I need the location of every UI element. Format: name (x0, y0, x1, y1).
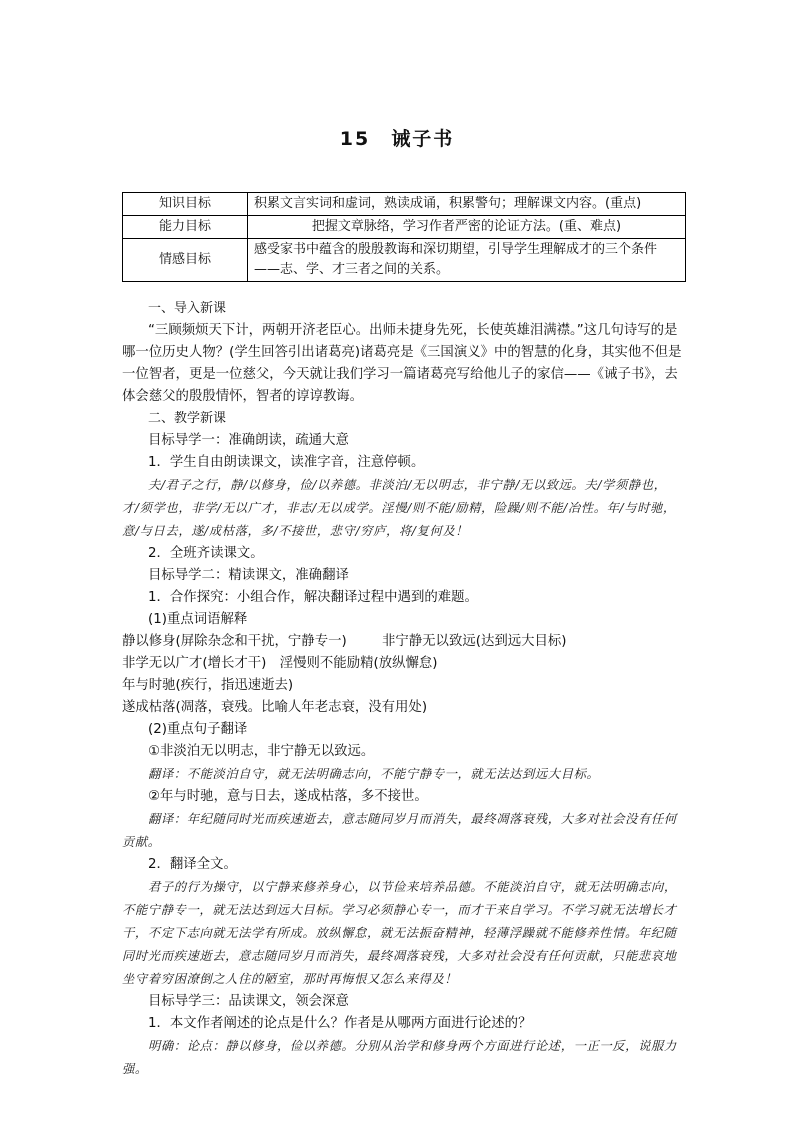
word-row (122, 653, 682, 675)
word-item: 非学无以广才(增长才干) (122, 656, 267, 671)
goal-heading: 目标导学一：准确朗读，疏通大意 (148, 433, 349, 448)
section-heading: 二、教学新课 (148, 411, 227, 426)
answer-text: 明确：论点：静以修身，俭以养德。分别从治学和修身两个方面进行论述，一正一反，说服力强。 (122, 1039, 677, 1076)
sentence-item: ②年与时驰，意与日去，遂成枯落，多不接世。 (148, 789, 428, 804)
goal-text: 感受家书中蕴含的殷殷教诲和深切期望，引导学生理解成才的三个条件——志、学、才三者之间的关系。 (248, 239, 686, 282)
word-item: 静以修身(屏除杂念和干扰，宁静专一) (122, 634, 347, 649)
goal-row-knowledge (123, 193, 686, 216)
step-text: 2．翻译全文。 (148, 857, 237, 872)
goal-row-emotion (123, 239, 686, 282)
goal-label: 情感目标 (123, 239, 248, 282)
sentence-item: ①非淡泊无以明志，非宁静无以致远。 (148, 744, 375, 759)
sentence-translation: 翻译：不能淡泊自守，就无法明确志向，不能宁静专一，就无法达到远大目标。 (148, 767, 600, 781)
word-item: 遂成枯落(凋落，衰残。比喻人年老志衰，没有用处) (122, 700, 428, 715)
sub-heading: (1)重点词语解释 (148, 612, 248, 627)
goal-heading: 目标导学二：精读课文，准确翻译 (148, 568, 349, 583)
sub-heading: (2)重点句子翻译 (148, 722, 248, 737)
goal-heading: 目标导学三：品读课文，领会深意 (148, 994, 349, 1009)
page-title: 15 诫子书 (339, 128, 455, 150)
word-row (122, 631, 682, 653)
step-text: 1．学生自由朗读课文，读准字音，注意停顿。 (148, 455, 425, 470)
full-translation: 君子的行为操守，以宁静来修养身心，以节俭来培养品德。不能淡泊自守，就无法明确志向，不能宁静专一，就无法达到远大目标。学习必须静心专一，而才干来自学习。不学习就无法增长才干，不定下志向就无法学有所成。放纵懈怠，就无法振奋精神，轻薄浮躁就不能修养性情。年纪随同时光而疾速逝去，意志随同岁月而消失，最终凋落衰残，大多对社会没有任何贡献，只能悲哀地坐守着穷困潦倒之人住的陋室，那时再悔恨又怎么来得及！ (122, 880, 677, 986)
section-heading: 一、导入新课 (148, 301, 227, 316)
sentence-translation: 翻译：年纪随同时光而疾速逝去，意志随同岁月而消失，最终凋落衰残，大多对社会没有任何贡献。 (122, 812, 677, 849)
word-item: 年与时驰(疾行，指迅速逝去) (122, 678, 294, 693)
learning-goals-table (122, 192, 686, 282)
word-item: 非宁静无以致远(达到远大目标) (382, 634, 567, 649)
intro-paragraph: “三顾频烦天下计，两朝开济老臣心。出师未捷身先死，长使英雄泪满襟。”这几句诗写的是哪一位历史人物？(学生回答引出诸葛亮)诸葛亮是《三国演义》中的智慧的化身，其实他不但是一位智者，更是一位慈父，今天就让我们学习一篇诸葛亮写给他儿子的家信——《诫子书》，去体会慈父的殷殷情怀，智者的谆谆教诲。 (122, 323, 682, 404)
goal-label: 能力目标 (123, 216, 248, 239)
goal-label: 知识目标 (123, 193, 248, 216)
step-text: 1．合作探究：小组合作，解决翻译过程中遇到的难题。 (148, 590, 478, 605)
step-text: 2．全班齐读课文。 (148, 546, 264, 561)
lesson-body (122, 298, 682, 1081)
reading-pause-text: 夫/君子之行，静/以修身，俭/以养德。非淡泊/无以明志，非宁静/无以致远。夫/学须静也，才/须学也，非学/无以广才，非志/无以成学。淫慢/则不能/励精，险躁/则不能/冶性。年/与时驰，意/与日去，遂/成枯落，多/不接世，悲守/穷庐，将/复何及！ (122, 478, 676, 538)
word-item: 淫慢则不能励精(放纵懈怠) (279, 656, 438, 671)
goal-text: 积累文言实词和虚词，熟读成诵，积累警句；理解课文内容。(重点) (248, 193, 686, 216)
goal-text: 把握文章脉络，学习作者严密的论证方法。(重、难点) (248, 216, 686, 239)
question-text: 1．本文作者阐述的论点是什么？作者是从哪两方面进行论述的？ (148, 1016, 532, 1031)
goal-row-ability (123, 216, 686, 239)
